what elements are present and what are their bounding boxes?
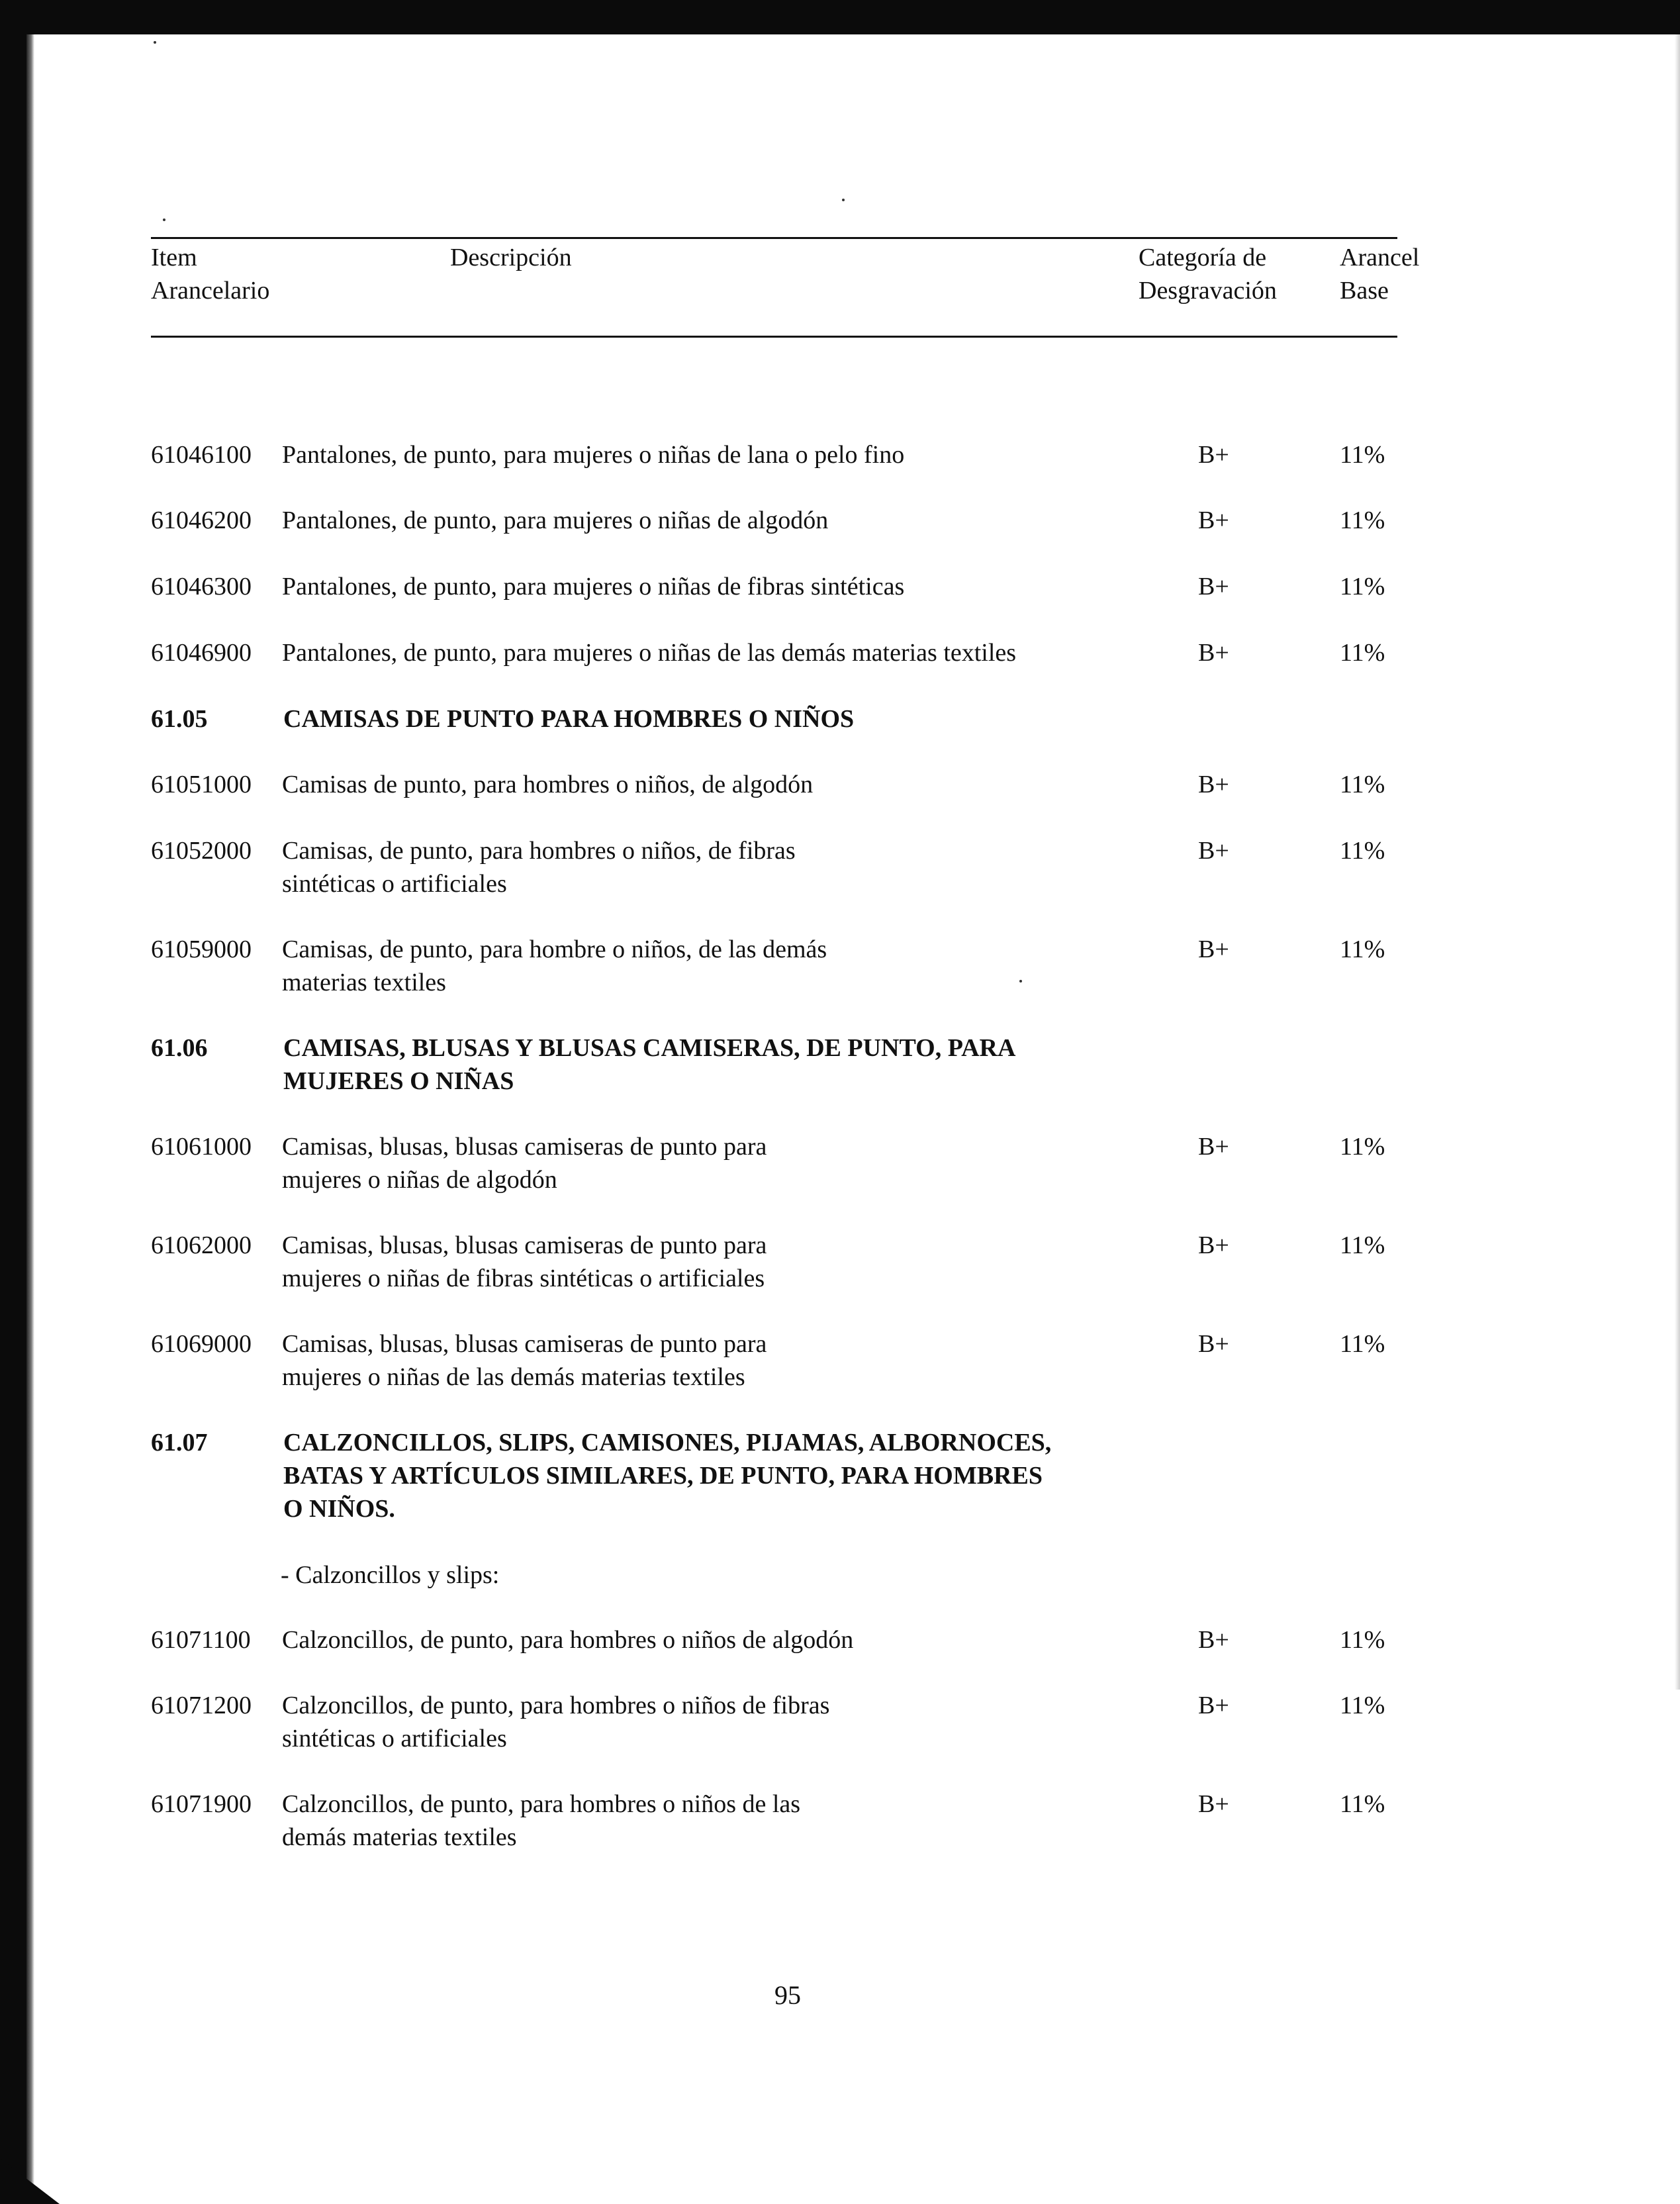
- column-header-item: Item Arancelario: [151, 244, 270, 305]
- item-description: Camisas de punto, para hombres o niños, de algodón: [282, 771, 814, 798]
- item-description: Camisas, de punto, para hombre o niños, de las demás materias textiles: [282, 935, 827, 996]
- item-code: 61071100: [151, 1626, 251, 1654]
- item-description: Calzoncillos, de punto, para hombres o niños de las demás materias textiles: [282, 1790, 801, 1851]
- item-code: 61046200: [151, 506, 252, 534]
- section-title: CAMISAS, BLUSAS Y BLUSAS CAMISERAS, DE PUNTO, PARA MUJERES O NIÑAS: [283, 1034, 1016, 1095]
- base-rate-value: 11%: [1340, 1133, 1385, 1161]
- column-header-base: Arancel Base: [1340, 244, 1420, 305]
- category-value: B+: [1198, 771, 1229, 798]
- scan-speck: [1019, 980, 1022, 982]
- item-description: Camisas, blusas, blusas camiseras de punto para mujeres o niñas de fibras sintéticas o artificiales: [282, 1231, 767, 1292]
- category-value: B+: [1198, 573, 1229, 600]
- section-code: 61.06: [151, 1034, 208, 1062]
- base-rate-value: 11%: [1340, 506, 1385, 534]
- item-description: Pantalones, de punto, para mujeres o niñas de lana o pelo fino: [282, 441, 905, 469]
- item-code: 61071200: [151, 1692, 252, 1719]
- base-rate-value: 11%: [1340, 1231, 1385, 1259]
- scan-speck: [154, 41, 156, 44]
- base-rate-value: 11%: [1340, 1692, 1385, 1719]
- item-description: Pantalones, de punto, para mujeres o niñas de algodón: [282, 506, 829, 534]
- base-rate-value: 11%: [1340, 771, 1385, 798]
- scan-shadow-left: [26, 34, 34, 2204]
- item-description: Camisas, blusas, blusas camiseras de punto para mujeres o niñas de las demás materias textiles: [282, 1330, 767, 1391]
- subheading: - Calzoncillos y slips:: [281, 1561, 500, 1589]
- scan-border-left: [0, 0, 26, 2204]
- category-value: B+: [1198, 935, 1229, 963]
- base-rate-value: 11%: [1340, 639, 1385, 667]
- scan-corner: [0, 2158, 60, 2204]
- scan-speck: [163, 218, 165, 221]
- category-value: B+: [1198, 1330, 1229, 1358]
- scan-speck: [842, 199, 845, 201]
- category-value: B+: [1198, 837, 1229, 865]
- base-rate-value: 11%: [1340, 1790, 1385, 1818]
- header-rule-top: [151, 237, 1397, 239]
- item-code: 61046300: [151, 573, 252, 600]
- header-rule-bottom: [151, 336, 1397, 338]
- item-code: 61061000: [151, 1133, 252, 1161]
- category-value: B+: [1198, 1626, 1229, 1654]
- item-description: Pantalones, de punto, para mujeres o niñas de las demás materias textiles: [282, 639, 1017, 667]
- item-description: Camisas, blusas, blusas camiseras de punto para mujeres o niñas de algodón: [282, 1133, 767, 1194]
- base-rate-value: 11%: [1340, 1330, 1385, 1358]
- base-rate-value: 11%: [1340, 573, 1385, 600]
- base-rate-value: 11%: [1340, 441, 1385, 469]
- category-value: B+: [1198, 1231, 1229, 1259]
- item-code: 61059000: [151, 935, 252, 963]
- scan-border-right: [1675, 34, 1680, 1690]
- section-title: CAMISAS DE PUNTO PARA HOMBRES O NIÑOS: [283, 705, 855, 733]
- category-value: B+: [1198, 506, 1229, 534]
- item-code: 61046900: [151, 639, 252, 667]
- item-code: 61071900: [151, 1790, 252, 1818]
- item-description: Camisas, de punto, para hombres o niños, de fibras sintéticas o artificiales: [282, 837, 796, 898]
- scan-border-top: [0, 0, 1680, 34]
- item-code: 61051000: [151, 771, 252, 798]
- base-rate-value: 11%: [1340, 837, 1385, 865]
- item-code: 61069000: [151, 1330, 252, 1358]
- base-rate-value: 11%: [1340, 1626, 1385, 1654]
- item-code: 61046100: [151, 441, 252, 469]
- category-value: B+: [1198, 639, 1229, 667]
- item-code: 61062000: [151, 1231, 252, 1259]
- item-code: 61052000: [151, 837, 252, 865]
- section-code: 61.05: [151, 705, 208, 733]
- item-description: Calzoncillos, de punto, para hombres o niños de fibras sintéticas o artificiales: [282, 1692, 830, 1752]
- page-number: 95: [774, 1980, 801, 2010]
- category-value: B+: [1198, 1692, 1229, 1719]
- item-description: Pantalones, de punto, para mujeres o niñas de fibras sintéticas: [282, 573, 905, 600]
- category-value: B+: [1198, 1133, 1229, 1161]
- category-value: B+: [1198, 1790, 1229, 1818]
- section-title: CALZONCILLOS, SLIPS, CAMISONES, PIJAMAS, ALBORNOCES, BATAS Y ARTÍCULOS SIMILARES, DE PUNTO, PARA HOMBRES O NIÑOS.: [283, 1429, 1052, 1523]
- column-header-category: Categoría de Desgravación: [1139, 244, 1277, 305]
- item-description: Calzoncillos, de punto, para hombres o niños de algodón: [282, 1626, 854, 1654]
- section-code: 61.07: [151, 1429, 208, 1457]
- column-header-description: Descripción: [450, 244, 572, 271]
- base-rate-value: 11%: [1340, 935, 1385, 963]
- category-value: B+: [1198, 441, 1229, 469]
